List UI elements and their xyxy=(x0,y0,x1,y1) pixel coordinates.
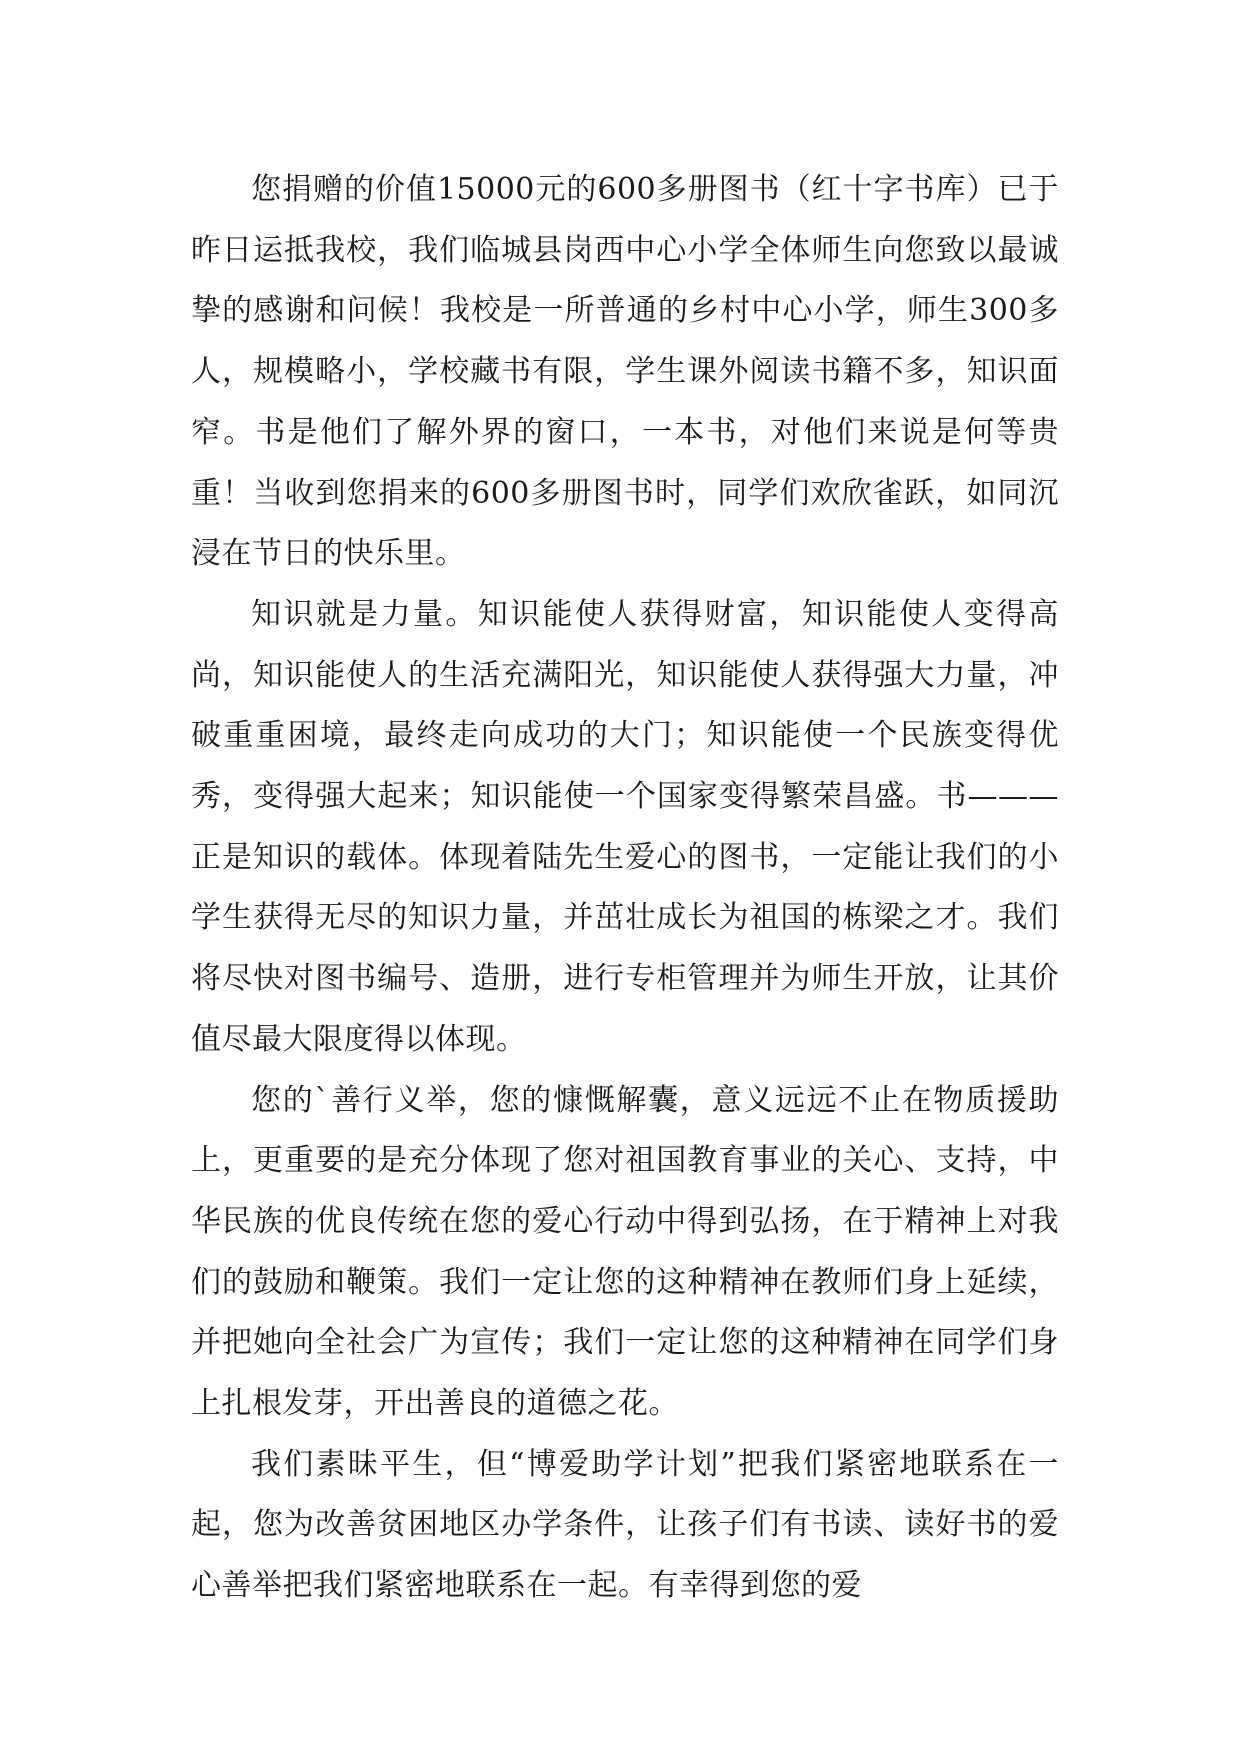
paragraph-1: 您捐赠的价值15000元的600多册图书（红十字书库）已于昨日运抵我校，我们临城县岗西中心小学全体师生向您致以最诚挚的感谢和问候！我校是一所普通的乡村中心小学，师生300多人，规模略小，学校藏书有限，学生课外阅读书籍不多，知识面窄。书是他们了解外界的窗口，一本书，对他们来说是何等贵重！当收到您捐来的600多册图书时，同学们欢欣雀跃，如同沉浸在节日的快乐里。 xyxy=(191,172,1059,572)
paragraph-3: 您的`善行义举，您的慷慨解囊，意义远远不止在物质援助上，更重要的是充分体现了您对祖国教育事业的关心、支持，中华民族的优良传统在您的爱心行动中得到弘扬，在于精神上对我们的鼓励和鞭策。我们一定让您的这种精神在教师们身上延续，并把她向全社会广为宣传；我们一定让您的这种精神在同学们身上扎根发芽，开出善良的道德之花。 xyxy=(191,1082,1059,1422)
paragraph-2: 知识就是力量。知识能使人获得财富，知识能使人变得高尚，知识能使人的生活充满阳光，知识能使人获得强大力量，冲破重重困境，最终走向成功的大门；知识能使一个民族变得优秀，变得强大起来；知识能使一个国家变得繁荣昌盛。书———正是知识的载体。体现着陆先生爱心的图书，一定能让我们的小学生获得无尽的知识力量，并茁壮成长为祖国的栋梁之才。我们将尽快对图书编号、造册，进行专柜管理并为师生开放，让其价值尽最大限度得以体现。 xyxy=(191,596,1059,1057)
letter-body xyxy=(191,160,1059,1617)
paragraph-4: 我们素昧平生，但“博爱助学计划”把我们紧密地联系在一起，您为改善贫困地区办学条件，让孩子们有书读、读好书的爱心善举把我们紧密地联系在一起。有幸得到您的爱 xyxy=(191,1446,1059,1604)
